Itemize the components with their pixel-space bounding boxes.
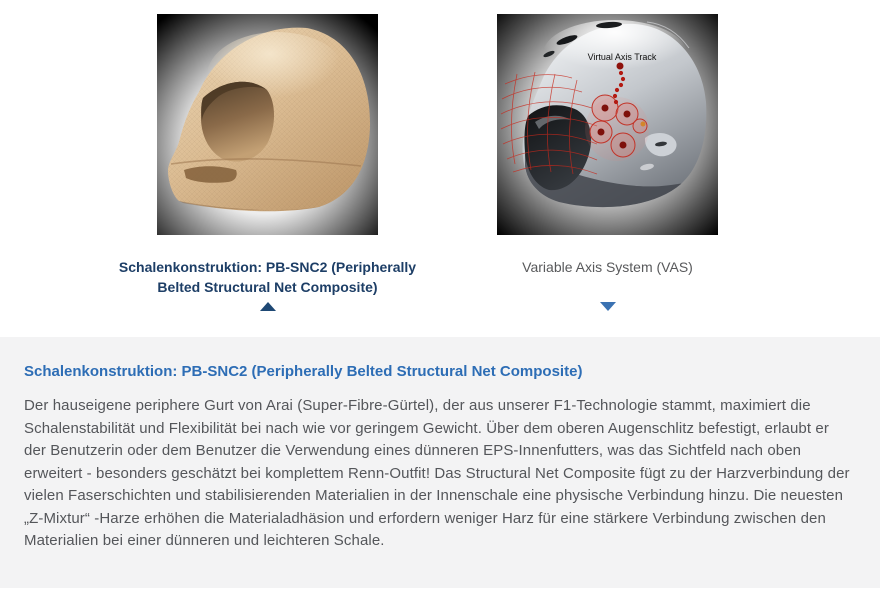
feature-card-vas bbox=[447, 14, 768, 277]
vas-helmet-image[interactable] bbox=[497, 14, 718, 235]
expand-arrow-icon[interactable] bbox=[600, 302, 616, 311]
collapse-arrow-icon[interactable] bbox=[260, 302, 276, 311]
caption-vas[interactable]: Variable Axis System (VAS) bbox=[522, 259, 693, 275]
vas-helmet-illustration bbox=[497, 14, 718, 235]
pbsnc2-shell-illustration bbox=[157, 14, 378, 235]
pbsnc2-shell-image[interactable] bbox=[157, 14, 378, 235]
detail-panel bbox=[0, 337, 880, 588]
feature-card-pbsnc2 bbox=[107, 14, 428, 297]
caption-pbsnc2[interactable]: Schalenkonstruktion: PB-SNC2 (Peripherally Belted Structural Net Composite) bbox=[118, 259, 417, 295]
virtual-axis-track-label: Virtual Axis Track bbox=[587, 52, 657, 62]
detail-body-text: Der hauseigene periphere Gurt von Arai (Super-Fibre-Gürtel), der aus unserer F1-Technologie stammt, maximiert die Schalenstabilität und Flexibilität bei nach wie vor geringem Gewicht. Über dem oberen Augenschlitz befestigt, erlaubt er der Benutzerin oder dem Benutzer die Verwendung eines dünneren EPS-Innenfutters, was das Sichtfeld nach oben erweitert - besonders geschätzt bei komplettem Renn-Outfit! Das Structural Net Composite fügt zu der Harzverbindung der vielen Faserschichten und stabilisierenden Materialien in der Innenschale eine physische Verbindung hinzu. Die neuesten „Z-Mixtur“ -Harze erhöhen die Materialadhäsion und erfordern weniger Harz für eine stärkere Verbindung zwischen den Materialien bei einer dünneren und leichteren Schale. bbox=[24, 397, 850, 549]
detail-heading: Schalenkonstruktion: PB-SNC2 (Peripherally Belted Structural Net Composite) bbox=[24, 363, 583, 380]
